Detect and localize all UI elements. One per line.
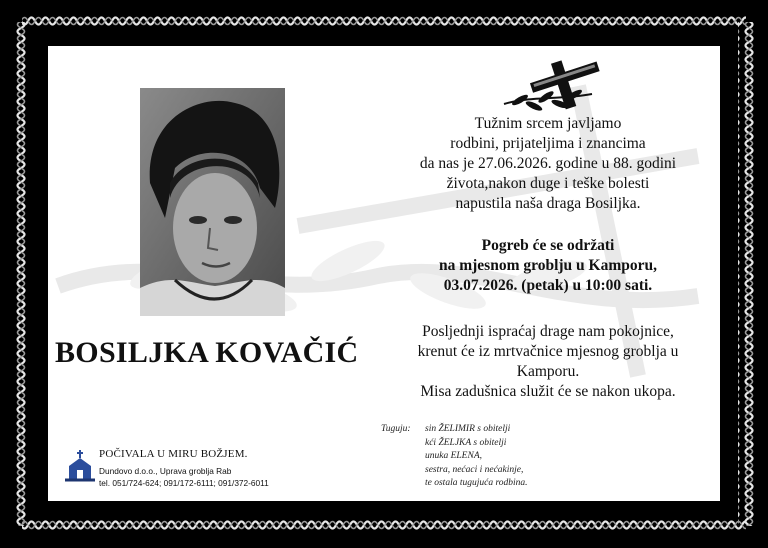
farewell-line: Misa zadušnica služit će se nakon ukopa. [420,383,676,400]
mourners-list [425,423,528,491]
deceased-name: BOSILJKA KOVAČIĆ [55,336,359,369]
announcement-line: Tužnim srcem javljamo [474,115,622,132]
farewell-line: Kamporu. [516,363,580,380]
mourners-label: Tuguju: [381,424,411,434]
funeral-line: na mjesnom groblju u Kamporu, [438,257,658,274]
announcement-line: da nas je 27.06.2026. godine u 88. godini [419,155,677,172]
farewell-line: krenut će iz mrtvačnice mjesnog groblja u [417,343,679,360]
deceased-photo [140,88,285,316]
company-info [99,465,269,489]
mourner-line: te ostala tugujuća rodbina. [425,478,528,488]
farewell-text [378,322,718,402]
announcement-line: rodbini, prijateljima i znancima [450,135,646,152]
rip-text: POČIVALA U MIRU BOŽJEM. [99,448,248,460]
church-logo-icon [65,448,95,482]
funeral-text [378,236,718,296]
company-name: Dundovo d.o.o., Uprava groblja Rab [99,466,232,476]
funeral-line: 03.07.2026. (petak) u 10:00 sati. [443,277,653,294]
farewell-line: Posljednji ispraćaj drage nam pokojnice, [422,323,674,340]
funeral-line: Pogreb će se održati [481,237,615,254]
mourner-line: sin ŽELIMIR s obitelji [425,424,511,434]
company-phone: tel. 051/724-624; 091/172-6111; 091/372-6011 [99,478,269,488]
mourner-line: unuka ELENA, [425,451,482,461]
announcement-line: napustila naša draga Bosiljka. [455,195,641,212]
announcement-line: života,nakon duge i teške bolesti [446,175,650,192]
cross-with-branch-icon [500,60,610,114]
mourner-line: sestra, nećaci i nećakinje, [425,464,524,475]
announcement-text [378,114,718,214]
mourner-line: kći ŽELJKA s obitelji [425,437,507,448]
obituary-card [48,46,720,501]
